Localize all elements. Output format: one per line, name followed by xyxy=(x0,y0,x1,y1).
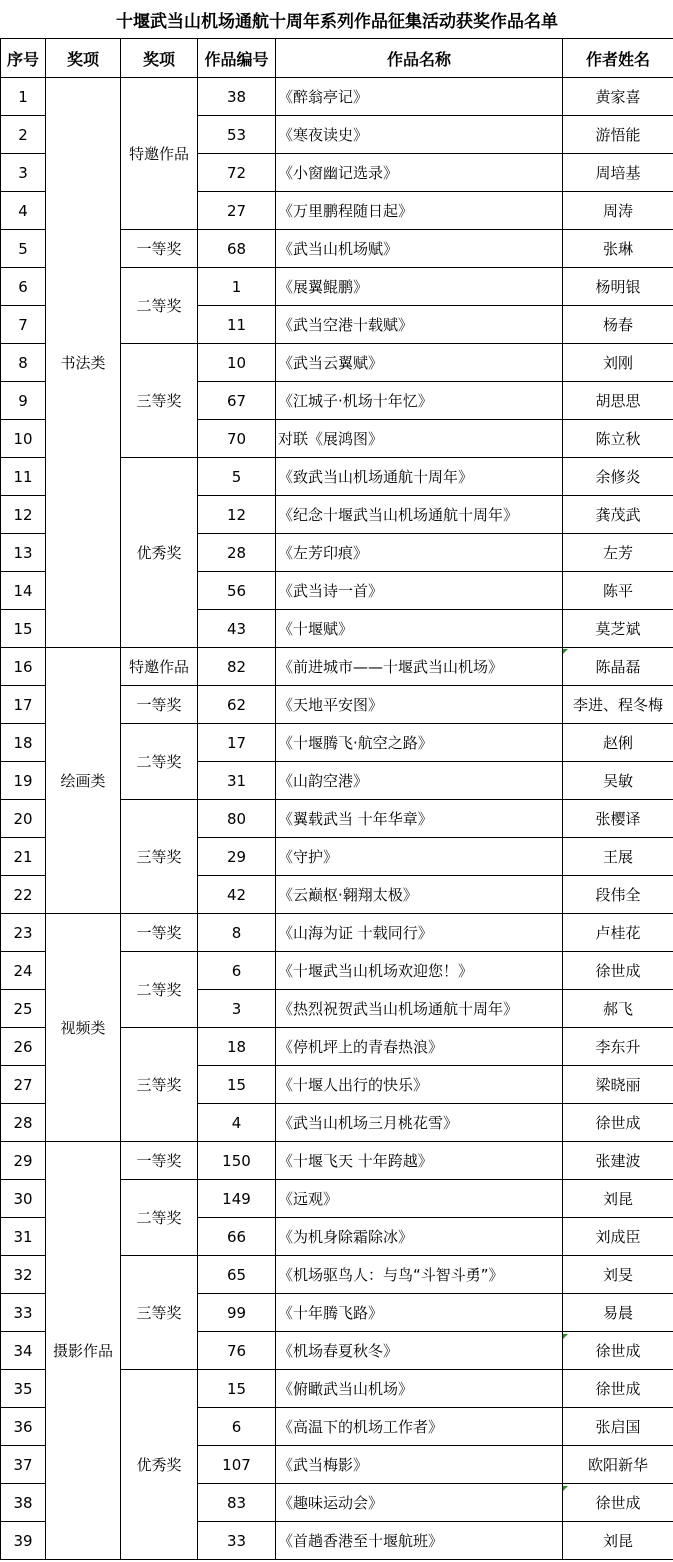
work-title-cell: 《万里鹏程随日起》 xyxy=(276,192,563,230)
seq-cell: 3 xyxy=(1,154,46,192)
author-cell: 张樱译 xyxy=(563,800,673,838)
work-number-cell: 28 xyxy=(198,534,276,572)
work-title-cell: 《前进城市——十堰武当山机场》 xyxy=(276,648,563,686)
seq-cell: 12 xyxy=(1,496,46,534)
table-row xyxy=(1,648,673,686)
seq-cell: 8 xyxy=(1,344,46,382)
header-row xyxy=(1,39,673,78)
work-number-cell: 33 xyxy=(198,1522,276,1560)
work-title-cell: 《武当诗一首》 xyxy=(276,572,563,610)
seq-cell: 11 xyxy=(1,458,46,496)
header-number: 作品编号 xyxy=(198,39,276,78)
cell-marker xyxy=(563,1486,568,1491)
category-photography: 摄影作品 xyxy=(46,1142,121,1560)
seq-cell: 34 xyxy=(1,1332,46,1370)
seq-cell: 4 xyxy=(1,192,46,230)
author-cell: 徐世成 xyxy=(563,952,673,990)
author-cell: 张启国 xyxy=(563,1408,673,1446)
seq-cell: 21 xyxy=(1,838,46,876)
work-number-cell: 3 xyxy=(198,990,276,1028)
work-title-cell: 《醉翁亭记》 xyxy=(276,78,563,116)
work-number-cell: 15 xyxy=(198,1066,276,1104)
work-number-cell: 15 xyxy=(198,1370,276,1408)
work-title-cell: 《守护》 xyxy=(276,838,563,876)
work-title-cell: 《江城子·机场十年忆》 xyxy=(276,382,563,420)
author-cell: 李进、程冬梅 xyxy=(563,686,673,724)
award-second-prize: 二等奖 xyxy=(121,952,198,1028)
table-row xyxy=(1,914,673,952)
author-cell: 余修炎 xyxy=(563,458,673,496)
author-cell: 杨春 xyxy=(563,306,673,344)
author-cell: 黄家喜 xyxy=(563,78,673,116)
work-title-cell: 《十堰飞天 十年跨越》 xyxy=(276,1142,563,1180)
author-cell: 游悟能 xyxy=(563,116,673,154)
author-cell: 陈平 xyxy=(563,572,673,610)
author-cell: 周培基 xyxy=(563,154,673,192)
seq-cell: 16 xyxy=(1,648,46,686)
seq-cell: 14 xyxy=(1,572,46,610)
award-third-prize: 三等奖 xyxy=(121,800,198,914)
work-number-cell: 83 xyxy=(198,1484,276,1522)
work-title-cell: 《机场春夏秋冬》 xyxy=(276,1332,563,1370)
work-number-cell: 70 xyxy=(198,420,276,458)
work-number-cell: 27 xyxy=(198,192,276,230)
work-number-cell: 38 xyxy=(198,78,276,116)
work-number-cell: 10 xyxy=(198,344,276,382)
work-title-cell: 《机场驱鸟人：与鸟“斗智斗勇”》 xyxy=(276,1256,563,1294)
seq-cell: 29 xyxy=(1,1142,46,1180)
seq-cell: 2 xyxy=(1,116,46,154)
author-cell: 周涛 xyxy=(563,192,673,230)
work-number-cell: 99 xyxy=(198,1294,276,1332)
work-title-cell: 《十年腾飞路》 xyxy=(276,1294,563,1332)
seq-cell: 26 xyxy=(1,1028,46,1066)
work-title-cell: 《左芳印痕》 xyxy=(276,534,563,572)
work-title-cell: 《翼载武当 十年华章》 xyxy=(276,800,563,838)
award-third-prize: 三等奖 xyxy=(121,344,198,458)
seq-cell: 35 xyxy=(1,1370,46,1408)
seq-cell: 36 xyxy=(1,1408,46,1446)
work-number-cell: 76 xyxy=(198,1332,276,1370)
seq-cell: 6 xyxy=(1,268,46,306)
author-cell: 左芳 xyxy=(563,534,673,572)
seq-cell: 28 xyxy=(1,1104,46,1142)
work-number-cell: 8 xyxy=(198,914,276,952)
header-award: 奖项 xyxy=(121,39,198,78)
cell-marker xyxy=(563,649,568,654)
category-painting: 绘画类 xyxy=(46,648,121,914)
author-cell: 龚茂武 xyxy=(563,496,673,534)
work-title-cell: 《寒夜读史》 xyxy=(276,116,563,154)
header-author: 作者姓名 xyxy=(563,39,673,78)
award-second-prize: 二等奖 xyxy=(121,724,198,800)
award-first-prize: 一等奖 xyxy=(121,230,198,268)
header-work: 作品名称 xyxy=(276,39,563,78)
work-title-cell: 《首趟香港至十堰航班》 xyxy=(276,1522,563,1560)
award-first-prize: 一等奖 xyxy=(121,1142,198,1180)
seq-cell: 25 xyxy=(1,990,46,1028)
category-video: 视频类 xyxy=(46,914,121,1142)
seq-cell: 9 xyxy=(1,382,46,420)
work-number-cell: 53 xyxy=(198,116,276,154)
work-title-cell: 《武当山机场赋》 xyxy=(276,230,563,268)
seq-cell: 5 xyxy=(1,230,46,268)
seq-cell: 24 xyxy=(1,952,46,990)
work-number-cell: 42 xyxy=(198,876,276,914)
award-excellence: 优秀奖 xyxy=(121,1370,198,1560)
table-row xyxy=(1,78,673,116)
work-number-cell: 11 xyxy=(198,306,276,344)
work-number-cell: 12 xyxy=(198,496,276,534)
award-excellence: 优秀奖 xyxy=(121,458,198,648)
seq-cell: 39 xyxy=(1,1522,46,1560)
author-cell: 张建波 xyxy=(563,1142,673,1180)
author-cell: 莫芝斌 xyxy=(563,610,673,648)
work-number-cell: 17 xyxy=(198,724,276,762)
table-row xyxy=(1,1142,673,1180)
seq-cell: 19 xyxy=(1,762,46,800)
work-number-cell: 67 xyxy=(198,382,276,420)
author-cell: 胡思思 xyxy=(563,382,673,420)
author-cell: 徐世成 xyxy=(563,1104,673,1142)
seq-cell: 37 xyxy=(1,1446,46,1484)
seq-cell: 18 xyxy=(1,724,46,762)
work-title-cell: 《展翼鲲鹏》 xyxy=(276,268,563,306)
author-cell: 段伟全 xyxy=(563,876,673,914)
work-number-cell: 1 xyxy=(198,268,276,306)
author-cell: 欧阳新华 xyxy=(563,1446,673,1484)
award-special-invite: 特邀作品 xyxy=(121,78,198,230)
work-title-cell: 《致武当山机场通航十周年》 xyxy=(276,458,563,496)
work-number-cell: 68 xyxy=(198,230,276,268)
work-number-cell: 6 xyxy=(198,952,276,990)
work-title-cell: 《远观》 xyxy=(276,1180,563,1218)
seq-cell: 7 xyxy=(1,306,46,344)
award-first-prize: 一等奖 xyxy=(121,686,198,724)
work-title-cell: 《纪念十堰武当山机场通航十周年》 xyxy=(276,496,563,534)
work-number-cell: 80 xyxy=(198,800,276,838)
category-calligraphy: 书法类 xyxy=(46,78,121,648)
author-cell: 刘昆 xyxy=(563,1180,673,1218)
work-title-cell: 《天地平安图》 xyxy=(276,686,563,724)
seq-cell: 13 xyxy=(1,534,46,572)
work-title-cell: 《武当山机场三月桃花雪》 xyxy=(276,1104,563,1142)
seq-cell: 17 xyxy=(1,686,46,724)
author-cell: 徐世成 xyxy=(563,1370,673,1408)
work-number-cell: 82 xyxy=(198,648,276,686)
author-cell: 李东升 xyxy=(563,1028,673,1066)
award-first-prize: 一等奖 xyxy=(121,914,198,952)
author-cell: 刘旻 xyxy=(563,1256,673,1294)
work-number-cell: 107 xyxy=(198,1446,276,1484)
seq-cell: 22 xyxy=(1,876,46,914)
seq-cell: 20 xyxy=(1,800,46,838)
author-cell: 易晨 xyxy=(563,1294,673,1332)
award-special-invite: 特邀作品 xyxy=(121,648,198,686)
work-number-cell: 150 xyxy=(198,1142,276,1180)
seq-cell: 1 xyxy=(1,78,46,116)
author-cell: 梁晓丽 xyxy=(563,1066,673,1104)
header-category: 奖项 xyxy=(46,39,121,78)
work-title-cell: 《停机坪上的青春热浪》 xyxy=(276,1028,563,1066)
work-number-cell: 56 xyxy=(198,572,276,610)
work-title-cell: 《俯瞰武当山机场》 xyxy=(276,1370,563,1408)
author-cell: 刘成臣 xyxy=(563,1218,673,1256)
work-title-cell: 《武当梅影》 xyxy=(276,1446,563,1484)
work-number-cell: 4 xyxy=(198,1104,276,1142)
seq-cell: 30 xyxy=(1,1180,46,1218)
seq-cell: 10 xyxy=(1,420,46,458)
seq-cell: 15 xyxy=(1,610,46,648)
award-second-prize: 二等奖 xyxy=(121,1180,198,1256)
work-title-cell: 《小窗幽记选录》 xyxy=(276,154,563,192)
seq-cell: 27 xyxy=(1,1066,46,1104)
work-number-cell: 29 xyxy=(198,838,276,876)
work-number-cell: 62 xyxy=(198,686,276,724)
author-cell: 郝飞 xyxy=(563,990,673,1028)
author-cell: 徐世成 xyxy=(563,1332,673,1370)
seq-cell: 31 xyxy=(1,1218,46,1256)
work-number-cell: 43 xyxy=(198,610,276,648)
award-second-prize: 二等奖 xyxy=(121,268,198,344)
work-title-cell: 《十堰人出行的快乐》 xyxy=(276,1066,563,1104)
work-title-cell: 《十堰腾飞·航空之路》 xyxy=(276,724,563,762)
work-title-cell: 对联《展鸿图》 xyxy=(276,420,563,458)
work-title-cell: 《十堰赋》 xyxy=(276,610,563,648)
work-number-cell: 149 xyxy=(198,1180,276,1218)
work-number-cell: 65 xyxy=(198,1256,276,1294)
work-number-cell: 6 xyxy=(198,1408,276,1446)
author-cell: 刘昆 xyxy=(563,1522,673,1560)
work-title-cell: 《十堰武当山机场欢迎您！》 xyxy=(276,952,563,990)
header-seq: 序号 xyxy=(1,39,46,78)
author-cell: 刘刚 xyxy=(563,344,673,382)
author-cell: 卢桂花 xyxy=(563,914,673,952)
seq-cell: 32 xyxy=(1,1256,46,1294)
author-cell: 陈晶磊 xyxy=(563,648,673,686)
work-title-cell: 《山韵空港》 xyxy=(276,762,563,800)
table-title: 十堰武当山机场通航十周年系列作品征集活动获奖作品名单 xyxy=(1,0,673,39)
work-title-cell: 《趣味运动会》 xyxy=(276,1484,563,1522)
author-cell: 吴敏 xyxy=(563,762,673,800)
seq-cell: 23 xyxy=(1,914,46,952)
author-cell: 徐世成 xyxy=(563,1484,673,1522)
work-number-cell: 18 xyxy=(198,1028,276,1066)
work-number-cell: 72 xyxy=(198,154,276,192)
author-cell: 赵俐 xyxy=(563,724,673,762)
cell-marker xyxy=(563,1334,568,1339)
seq-cell: 38 xyxy=(1,1484,46,1522)
work-title-cell: 《为机身除霜除冰》 xyxy=(276,1218,563,1256)
author-cell: 王展 xyxy=(563,838,673,876)
author-cell: 陈立秋 xyxy=(563,420,673,458)
award-third-prize: 三等奖 xyxy=(121,1256,198,1370)
work-title-cell: 《云巅枢·翱翔太极》 xyxy=(276,876,563,914)
work-number-cell: 5 xyxy=(198,458,276,496)
work-title-cell: 《山海为证 十载同行》 xyxy=(276,914,563,952)
work-title-cell: 《武当空港十载赋》 xyxy=(276,306,563,344)
work-title-cell: 《武当云翼赋》 xyxy=(276,344,563,382)
work-number-cell: 31 xyxy=(198,762,276,800)
work-title-cell: 《高温下的机场工作者》 xyxy=(276,1408,563,1446)
work-title-cell: 《热烈祝贺武当山机场通航十周年》 xyxy=(276,990,563,1028)
author-cell: 杨明银 xyxy=(563,268,673,306)
award-third-prize: 三等奖 xyxy=(121,1028,198,1142)
work-number-cell: 66 xyxy=(198,1218,276,1256)
seq-cell: 33 xyxy=(1,1294,46,1332)
author-cell: 张琳 xyxy=(563,230,673,268)
